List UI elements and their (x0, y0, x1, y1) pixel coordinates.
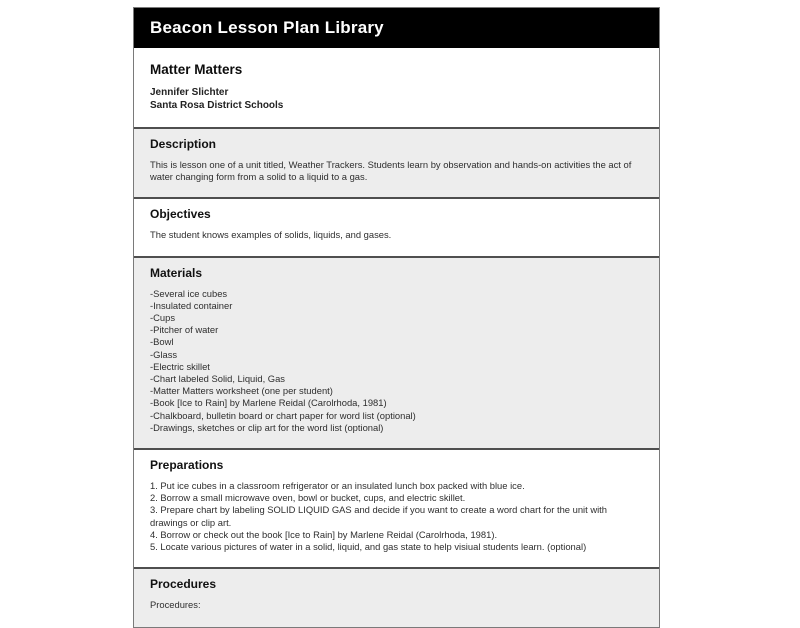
description-body: This is lesson one of a unit titled, Weather Trackers. Students learn by observation and hands-on activities the act of water changing form from a solid to a liquid to a gas. (150, 159, 632, 183)
author-name: Jennifer Slichter (150, 87, 229, 98)
author-organization: Santa Rosa District Schools (150, 99, 284, 111)
list-line: 3. Prepare chart by labeling SOLID LIQUID GAS and decide if you want to create a word chart for the unit with drawings or clip art. (150, 504, 608, 528)
list-line: 2. Borrow a small microwave oven, bowl or bucket, cups, and electric skillet. (150, 492, 466, 504)
list-line: -Insulated container (150, 299, 233, 311)
list-line: -Electric skillet (150, 360, 210, 372)
list-line: -Drawings, sketches or clip art for the word list (optional) (150, 421, 384, 433)
preparations-list (150, 480, 645, 553)
site-header-bar (134, 8, 659, 48)
procedures-body: Procedures: (150, 599, 201, 611)
objectives-body: The student knows examples of solids, liquids, and gases. (150, 229, 392, 241)
description-heading: Description (150, 137, 217, 151)
lesson-title: Matter Matters (150, 62, 243, 77)
section-preparations (134, 448, 659, 567)
lesson-title-section (134, 48, 659, 127)
list-line: -Book [Ice to Rain] by Marlene Reidal (Carolrhoda, 1981) (150, 397, 387, 409)
list-line: -Matter Matters worksheet (one per student) (150, 385, 333, 397)
section-description (134, 127, 659, 197)
materials-heading: Materials (150, 265, 203, 280)
list-line: 1. Put ice cubes in a classroom refrigerator or an insulated lunch box packed with blue ice. (150, 480, 525, 492)
list-line: -Cups (150, 312, 176, 324)
list-line: 4. Borrow or check out the book [Ice to Rain] by Marlene Reidal (Carolrhoda, 1981). (150, 528, 498, 540)
section-objectives (134, 197, 659, 255)
list-line: -Bowl (150, 336, 174, 348)
materials-list (150, 288, 645, 434)
list-line: -Glass (150, 348, 178, 360)
list-line: -Several ice cubes (150, 287, 228, 299)
objectives-heading: Objectives (150, 207, 211, 222)
section-procedures (134, 567, 659, 627)
list-line: 5. Locate various pictures of water in a solid, liquid, and gas state to help visiual students learn. (optional) (150, 541, 587, 553)
author-block (150, 87, 645, 112)
section-materials (134, 256, 659, 448)
list-line: -Chart labeled Solid, Liquid, Gas (150, 373, 285, 385)
lesson-plan-document (133, 7, 660, 628)
list-line: -Pitcher of water (150, 324, 219, 336)
list-line: -Chalkboard, bulletin board or chart paper for word list (optional) (150, 409, 416, 421)
site-title: Beacon Lesson Plan Library (150, 18, 384, 37)
procedures-heading: Procedures (150, 577, 217, 592)
preparations-heading: Preparations (150, 458, 224, 473)
